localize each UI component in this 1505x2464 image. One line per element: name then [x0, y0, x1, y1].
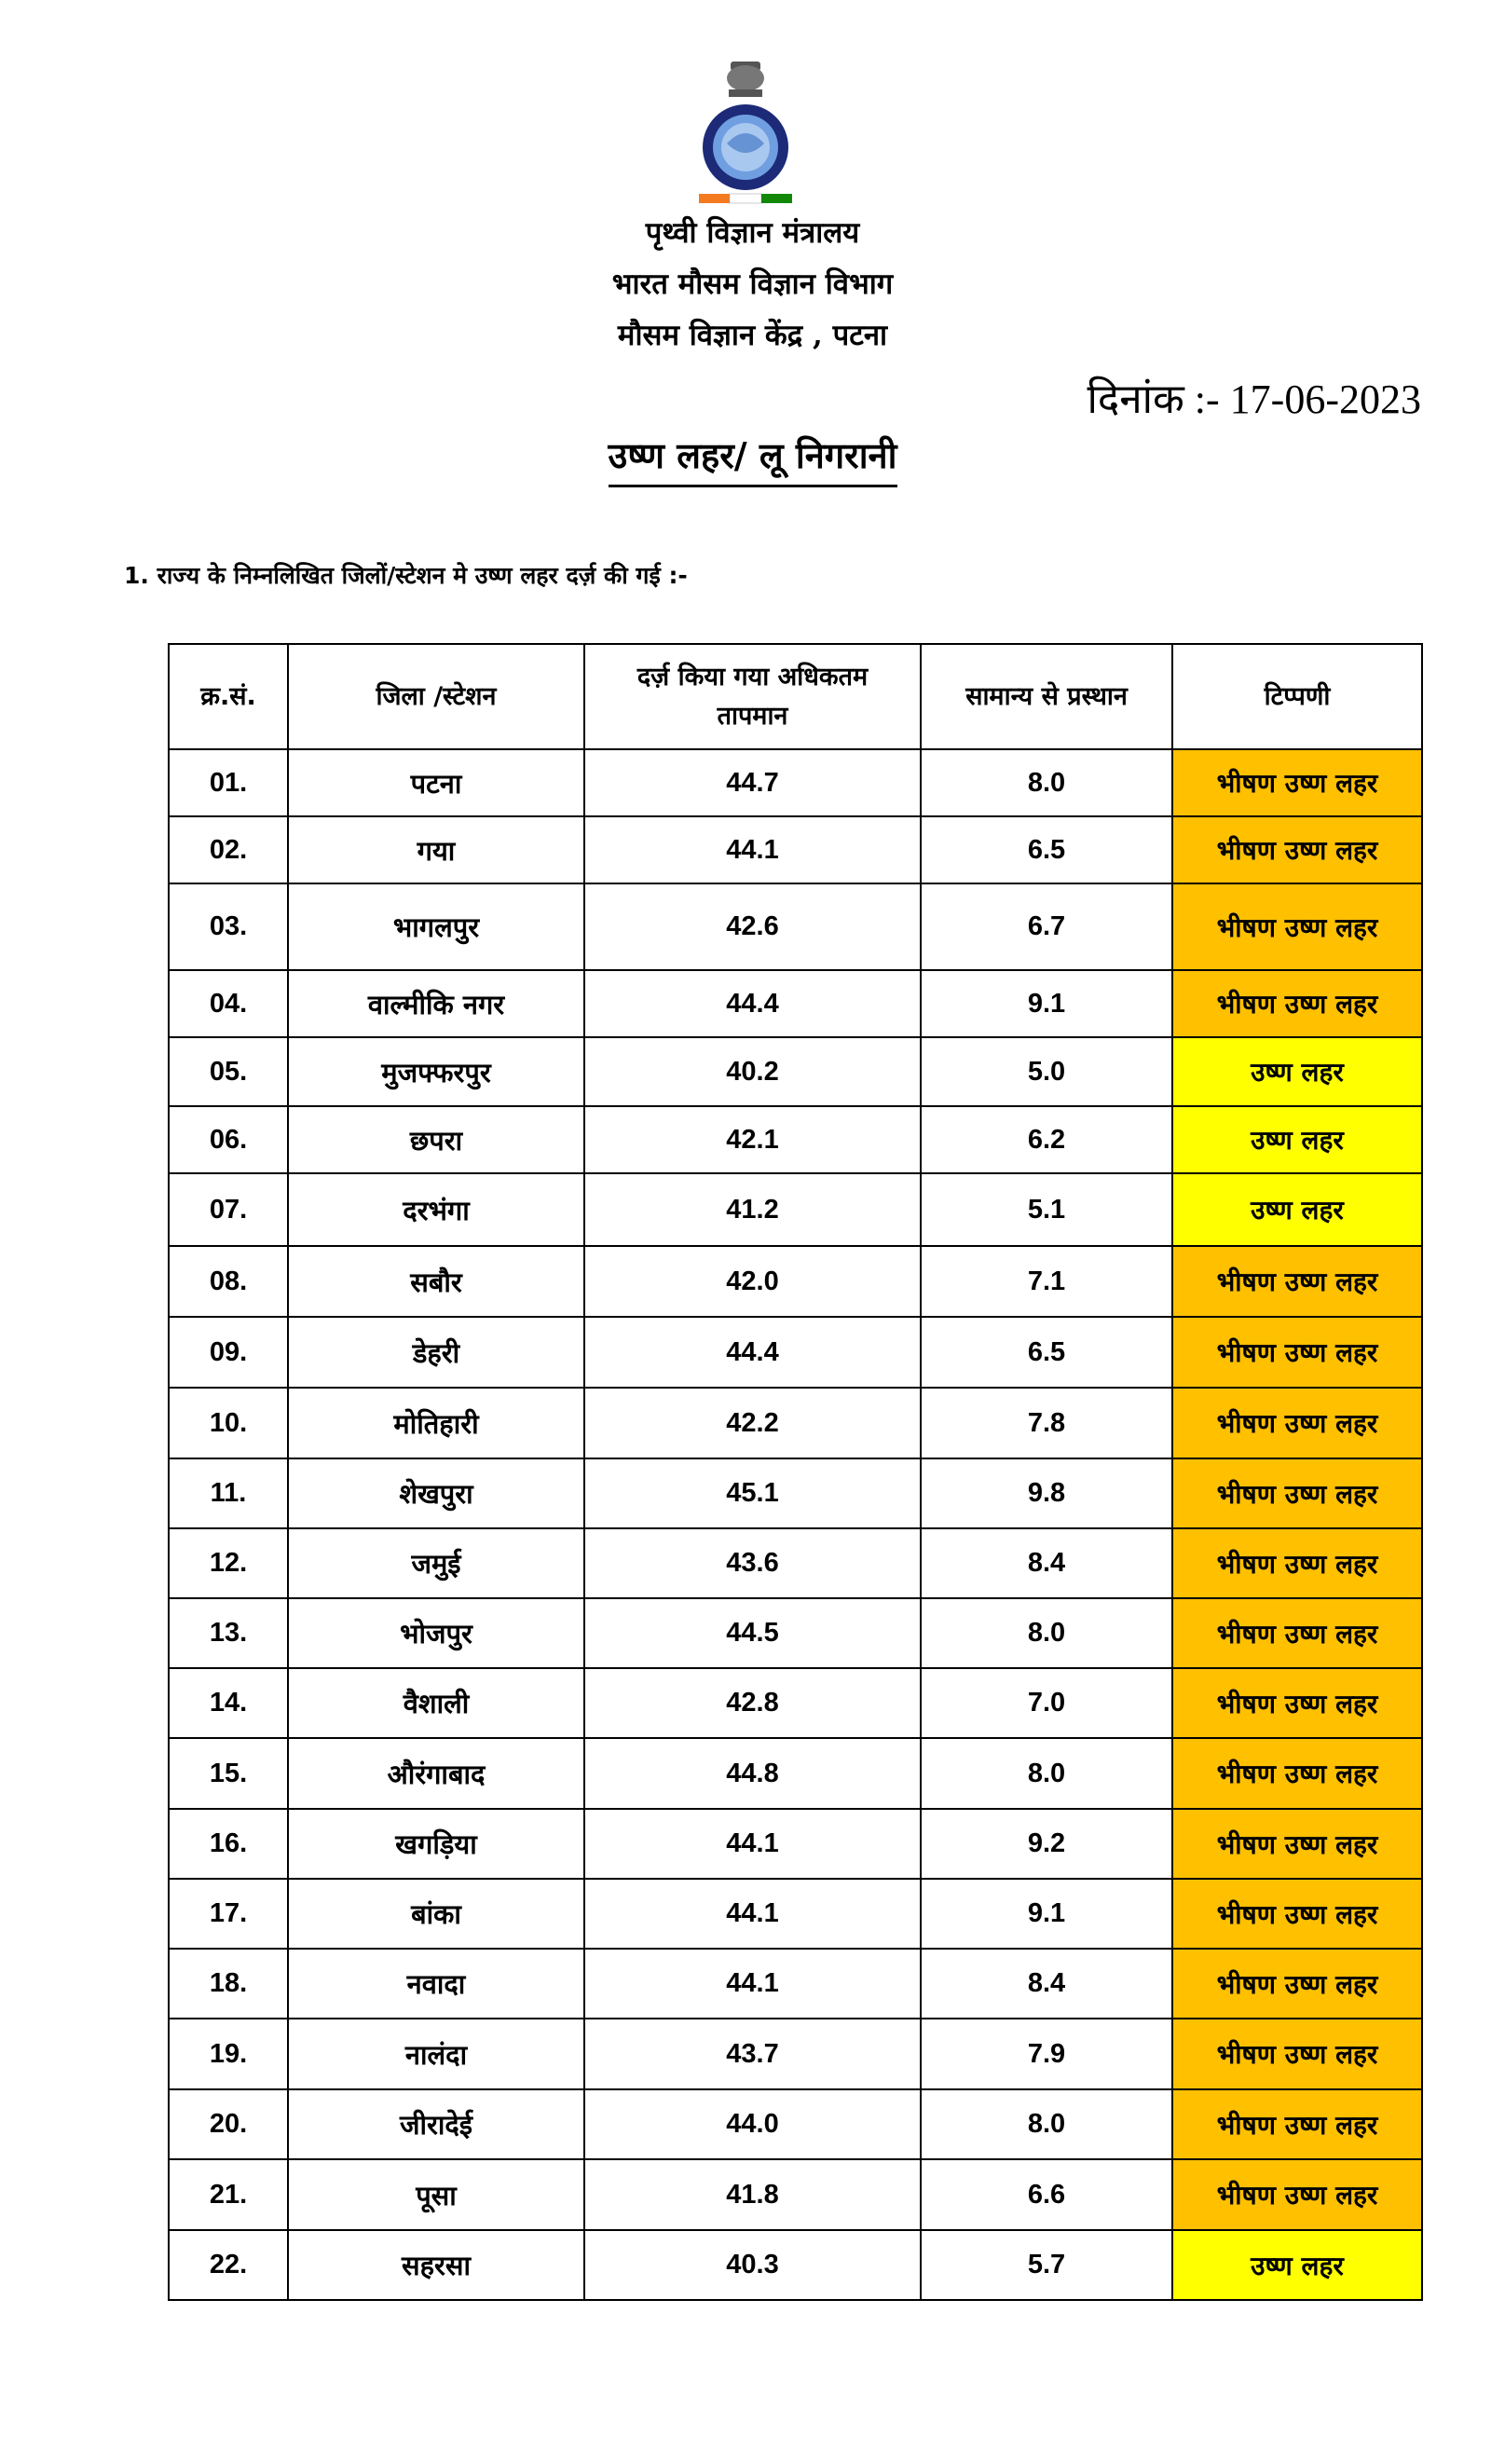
departure-cell: 8.0	[921, 1738, 1172, 1809]
column-header-serial: क्र.सं.	[169, 644, 288, 749]
heatwave-table	[168, 643, 1423, 2301]
serial-cell: 05.	[169, 1037, 288, 1106]
imd-emblem-logo	[693, 58, 798, 212]
max-temp-cell: 44.7	[584, 749, 921, 816]
station-cell: गया	[288, 816, 584, 883]
table-row	[169, 1458, 1422, 1528]
departure-cell: 6.2	[921, 1106, 1172, 1173]
max-temp-cell: 44.5	[584, 1598, 921, 1668]
report-date: दिनांक :- 17-06-2023	[1087, 376, 1421, 422]
remark-cell: भीषण उष्ण लहर	[1172, 2019, 1422, 2089]
departure-cell: 6.7	[921, 883, 1172, 970]
departure-cell: 6.5	[921, 1317, 1172, 1388]
remark-cell: उष्ण लहर	[1172, 1037, 1422, 1106]
max-temp-cell: 40.3	[584, 2230, 921, 2300]
centre-heading: मौसम विज्ञान केंद्र , पटना	[617, 319, 888, 352]
remark-cell: भीषण उष्ण लहर	[1172, 816, 1422, 883]
column-header-max-temp: दर्ज़ किया गया अधिकतम तापमान	[584, 644, 921, 749]
departure-cell: 7.8	[921, 1388, 1172, 1458]
table-row	[169, 1598, 1422, 1668]
max-temp-cell: 44.1	[584, 816, 921, 883]
column-header-departure: सामान्य से प्रस्थान	[921, 644, 1172, 749]
table-row	[169, 2089, 1422, 2159]
departure-cell: 5.7	[921, 2230, 1172, 2300]
serial-cell: 20.	[169, 2089, 288, 2159]
max-temp-cell: 44.1	[584, 1879, 921, 1949]
table-row	[169, 883, 1422, 970]
table-row	[169, 816, 1422, 883]
station-cell: नवादा	[288, 1949, 584, 2019]
serial-cell: 19.	[169, 2019, 288, 2089]
ministry-heading: पृथ्वी विज्ञान मंत्रालय	[645, 216, 860, 250]
max-temp-cell: 42.1	[584, 1106, 921, 1173]
table-row	[169, 1738, 1422, 1809]
station-cell: औरंगाबाद	[288, 1738, 584, 1809]
table-row	[169, 2019, 1422, 2089]
section-heading: 1. राज्य के निम्नलिखित जिलों/स्टेशन मे उष्ण लहर दर्ज़ की गई :-	[124, 562, 688, 589]
max-temp-cell: 44.1	[584, 1809, 921, 1879]
serial-cell: 18.	[169, 1949, 288, 2019]
remark-cell: भीषण उष्ण लहर	[1172, 1879, 1422, 1949]
station-cell: सबौर	[288, 1246, 584, 1317]
station-cell: बांका	[288, 1879, 584, 1949]
table-row	[169, 1879, 1422, 1949]
departure-cell: 8.4	[921, 1949, 1172, 2019]
station-cell: भागलपुर	[288, 883, 584, 970]
max-temp-cell: 44.4	[584, 970, 921, 1037]
remark-cell: भीषण उष्ण लहर	[1172, 1949, 1422, 2019]
serial-cell: 07.	[169, 1173, 288, 1246]
serial-cell: 13.	[169, 1598, 288, 1668]
serial-cell: 21.	[169, 2159, 288, 2230]
table-row	[169, 970, 1422, 1037]
station-cell: मोतिहारी	[288, 1388, 584, 1458]
max-temp-cell: 42.8	[584, 1668, 921, 1738]
remark-cell: भीषण उष्ण लहर	[1172, 883, 1422, 970]
serial-cell: 06.	[169, 1106, 288, 1173]
departure-cell: 8.0	[921, 1598, 1172, 1668]
serial-cell: 08.	[169, 1246, 288, 1317]
serial-cell: 10.	[169, 1388, 288, 1458]
serial-cell: 04.	[169, 970, 288, 1037]
report-title: उष्ण लहर/ लू निगरानी	[609, 431, 897, 487]
departure-cell: 5.1	[921, 1173, 1172, 1246]
departure-cell: 7.0	[921, 1668, 1172, 1738]
remark-cell: भीषण उष्ण लहर	[1172, 1388, 1422, 1458]
max-temp-cell: 40.2	[584, 1037, 921, 1106]
station-cell: पटना	[288, 749, 584, 816]
departure-cell: 9.2	[921, 1809, 1172, 1879]
remark-cell: भीषण उष्ण लहर	[1172, 1598, 1422, 1668]
serial-cell: 16.	[169, 1809, 288, 1879]
station-cell: सहरसा	[288, 2230, 584, 2300]
departure-cell: 6.5	[921, 816, 1172, 883]
station-cell: छपरा	[288, 1106, 584, 1173]
serial-cell: 15.	[169, 1738, 288, 1809]
max-temp-cell: 41.2	[584, 1173, 921, 1246]
table-header-row	[169, 644, 1422, 749]
serial-cell: 11.	[169, 1458, 288, 1528]
table-row	[169, 1317, 1422, 1388]
max-temp-cell: 44.0	[584, 2089, 921, 2159]
serial-cell: 22.	[169, 2230, 288, 2300]
max-temp-cell: 41.8	[584, 2159, 921, 2230]
max-temp-cell: 44.1	[584, 1949, 921, 2019]
remark-cell: भीषण उष्ण लहर	[1172, 1458, 1422, 1528]
departure-cell: 7.9	[921, 2019, 1172, 2089]
remark-cell: भीषण उष्ण लहर	[1172, 1528, 1422, 1598]
table-row	[169, 749, 1422, 816]
max-temp-cell: 44.4	[584, 1317, 921, 1388]
remark-cell: भीषण उष्ण लहर	[1172, 1809, 1422, 1879]
remark-cell: भीषण उष्ण लहर	[1172, 970, 1422, 1037]
remark-cell: उष्ण लहर	[1172, 1106, 1422, 1173]
table-row	[169, 1668, 1422, 1738]
serial-cell: 02.	[169, 816, 288, 883]
departure-cell: 8.4	[921, 1528, 1172, 1598]
remark-cell: उष्ण लहर	[1172, 2230, 1422, 2300]
departure-cell: 8.0	[921, 2089, 1172, 2159]
station-cell: भोजपुर	[288, 1598, 584, 1668]
remark-cell: भीषण उष्ण लहर	[1172, 1246, 1422, 1317]
remark-cell: भीषण उष्ण लहर	[1172, 2089, 1422, 2159]
max-temp-cell: 45.1	[584, 1458, 921, 1528]
station-cell: जमुई	[288, 1528, 584, 1598]
station-cell: खगड़िया	[288, 1809, 584, 1879]
max-temp-cell: 44.8	[584, 1738, 921, 1809]
station-cell: दरभंगा	[288, 1173, 584, 1246]
station-cell: पूसा	[288, 2159, 584, 2230]
station-cell: डेहरी	[288, 1317, 584, 1388]
serial-cell: 12.	[169, 1528, 288, 1598]
table-row	[169, 2230, 1422, 2300]
max-temp-cell: 42.2	[584, 1388, 921, 1458]
station-cell: वाल्मीकि नगर	[288, 970, 584, 1037]
table-row	[169, 1173, 1422, 1246]
max-temp-cell: 42.6	[584, 883, 921, 970]
station-cell: जीरादेई	[288, 2089, 584, 2159]
departure-cell: 9.1	[921, 970, 1172, 1037]
serial-cell: 03.	[169, 883, 288, 970]
station-cell: नालंदा	[288, 2019, 584, 2089]
table-row	[169, 1388, 1422, 1458]
max-temp-cell: 43.6	[584, 1528, 921, 1598]
remark-cell: भीषण उष्ण लहर	[1172, 2159, 1422, 2230]
remark-cell: भीषण उष्ण लहर	[1172, 1738, 1422, 1809]
table-row	[169, 1949, 1422, 2019]
serial-cell: 09.	[169, 1317, 288, 1388]
station-cell: वैशाली	[288, 1668, 584, 1738]
departure-cell: 8.0	[921, 749, 1172, 816]
table-row	[169, 1809, 1422, 1879]
max-temp-cell: 42.0	[584, 1246, 921, 1317]
departure-cell: 7.1	[921, 1246, 1172, 1317]
serial-cell: 01.	[169, 749, 288, 816]
remark-cell: भीषण उष्ण लहर	[1172, 1317, 1422, 1388]
column-header-remark: टिप्पणी	[1172, 644, 1422, 749]
serial-cell: 14.	[169, 1668, 288, 1738]
departure-cell: 9.1	[921, 1879, 1172, 1949]
table-row	[169, 1246, 1422, 1317]
remark-cell: भीषण उष्ण लहर	[1172, 749, 1422, 816]
table-row	[169, 1037, 1422, 1106]
remark-cell: भीषण उष्ण लहर	[1172, 1668, 1422, 1738]
remark-cell: उष्ण लहर	[1172, 1173, 1422, 1246]
departure-cell: 9.8	[921, 1458, 1172, 1528]
table-row	[169, 2159, 1422, 2230]
serial-cell: 17.	[169, 1879, 288, 1949]
column-header-station: जिला /स्टेशन	[288, 644, 584, 749]
max-temp-cell: 43.7	[584, 2019, 921, 2089]
table-row	[169, 1106, 1422, 1173]
station-cell: मुजफ्फरपुर	[288, 1037, 584, 1106]
departure-cell: 6.6	[921, 2159, 1172, 2230]
station-cell: शेखपुरा	[288, 1458, 584, 1528]
table-row	[169, 1528, 1422, 1598]
department-heading: भारत मौसम विज्ञान विभाग	[611, 267, 894, 301]
departure-cell: 5.0	[921, 1037, 1172, 1106]
